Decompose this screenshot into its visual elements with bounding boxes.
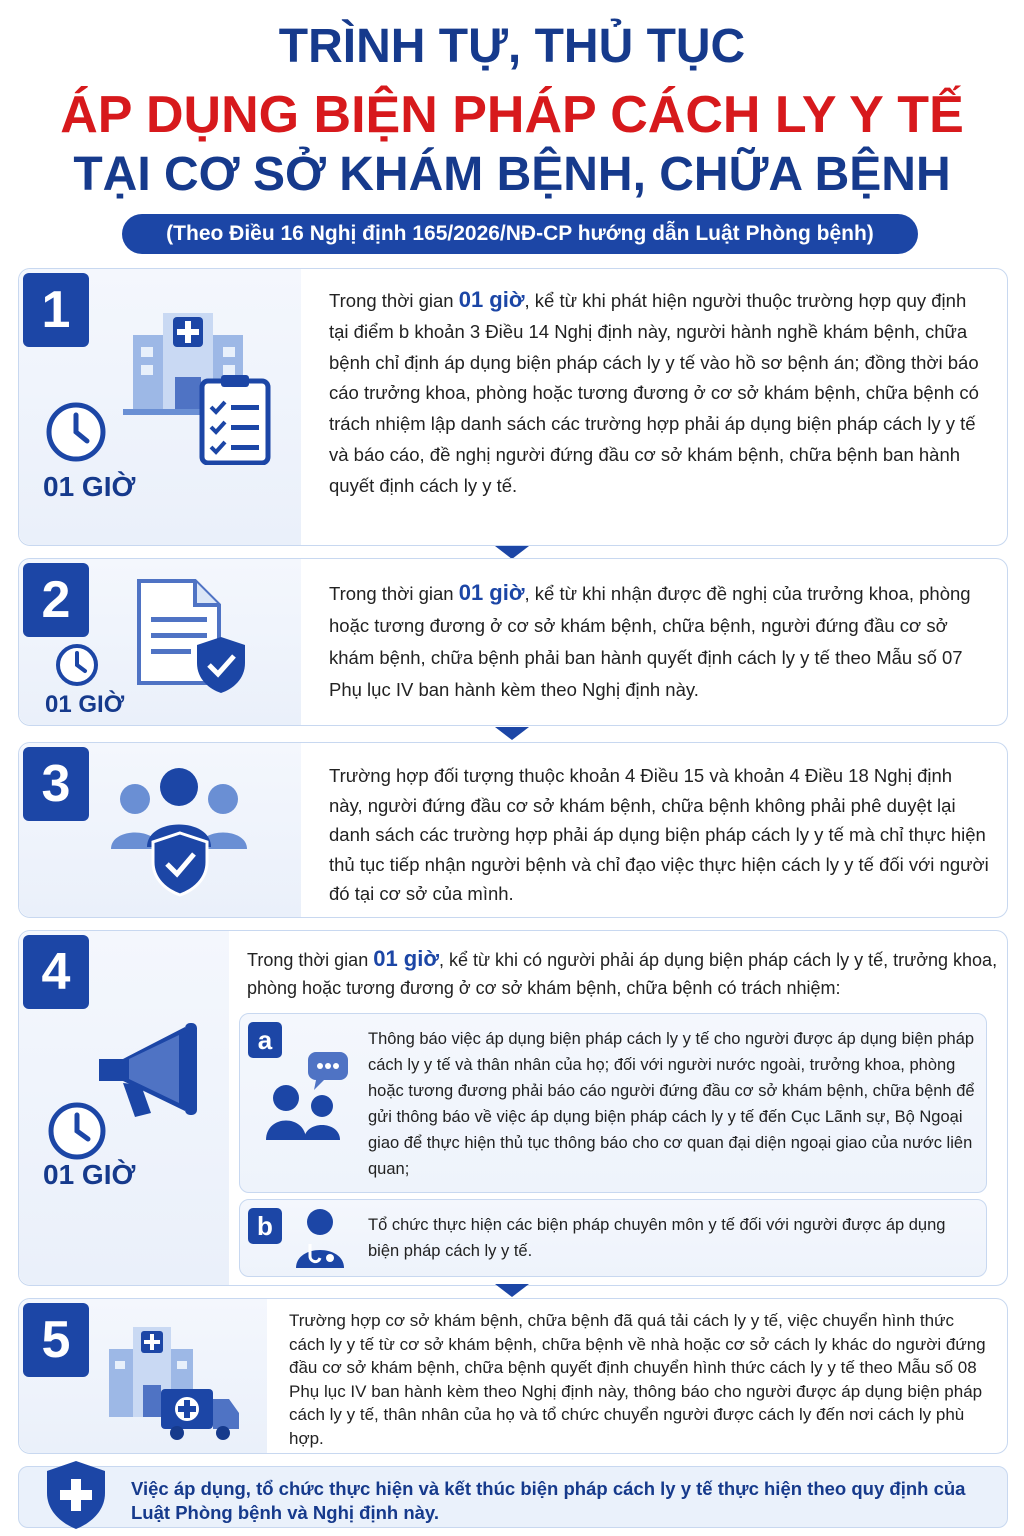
time-label: 01 GIỜ (45, 691, 125, 718)
step-5-text: Trường hợp cơ sở khám bệnh, chữa bệnh đã quá tải cách ly y tế, việc chuyển hình thức cách ly y tế từ cơ sở khám bệnh, chữa bệnh về nhà hoặc cơ sở cách ly khác do người đứng đầu cơ sở khám bệnh, chữa bệnh quyết định chuyển hình thức cách ly y tế theo Mẫu số 08 Phụ lục IV ban hành kèm theo Nghị định này, thông báo cho người được áp dụng biện pháp cách ly y tế, thân nhân của họ và tổ chức chuyển người được cách ly đến nơi cách ly phù hợp. (289, 1311, 986, 1448)
step-text-part: Trong thời gian (329, 583, 459, 604)
step-2-card (18, 558, 1008, 726)
step-4-text (247, 945, 999, 1002)
flow-arrow (495, 1284, 529, 1297)
sub-item-a (239, 1013, 987, 1193)
step-number: 2 (23, 563, 89, 637)
step-4-card (18, 930, 1008, 1286)
megaphone-icon (93, 1019, 213, 1123)
sub-item-letter: b (248, 1208, 282, 1244)
ambulance-icon (159, 1383, 241, 1441)
shield-cross-icon (45, 1459, 107, 1531)
clipboard-checklist-icon (199, 373, 271, 465)
time-label: 01 GIỜ (43, 1159, 136, 1190)
time-highlight: 01 giờ (458, 287, 525, 312)
sub-item-b-text: Tổ chức thực hiện các biện pháp chuyên môn y tế đối với người được áp dụng biện pháp cách ly y tế. (368, 1216, 946, 1260)
step-text-part: , kể từ khi phát hiện người thuộc trường hợp quy định tại điểm b khoản 3 Điều 14 Nghị định này, người hành nghề khám bệnh, chữa bệnh chỉ định áp dụng biện pháp cách ly y tế vào hồ sơ bệnh án; đồng thời báo cáo trưởng khoa, phòng hoặc tương đương ở cơ sở khám bệnh, chữa bệnh có trách nhiệm lập danh sách các trường hợp phải áp dụng biện pháp cách ly y tế và báo cáo, đề nghị người đứng đầu cơ sở khám bệnh, chữa bệnh ban hành quyết định cách ly y tế. (329, 290, 979, 496)
step-text-part: , kể từ khi có người phải áp dụng biện pháp cách ly y tế, trưởng khoa, phòng hoặc tương đương ở cơ sở khám bệnh, chữa bệnh có trách nhiệm: (247, 950, 998, 998)
legal-basis-badge: (Theo Điều 16 Nghị định 165/2026/NĐ-CP hướng dẫn Luật Phòng bệnh) (122, 214, 918, 254)
time-highlight: 01 giờ (458, 580, 525, 605)
footer-note (18, 1466, 1008, 1528)
clock-icon (45, 401, 107, 463)
shield-check-icon (195, 635, 247, 695)
step-number: 3 (23, 747, 89, 821)
sub-item-letter: a (248, 1022, 282, 1058)
step-number: 1 (23, 273, 89, 347)
time-label: 01 GIỜ (43, 471, 136, 502)
sub-item-a-text: Thông báo việc áp dụng biện pháp cách ly y tế cho người được áp dụng biện pháp cách ly y tế và thân nhân của họ; đối với người nước ngoài, trưởng khoa, phòng hoặc tương đương phải báo cáo người đứng đầu cơ sở khám bệnh, chữa bệnh để gửi thông báo về việc áp dụng biện pháp cách ly y tế đến Cục Lãnh sự, Bộ Ngoại giao để thực hiện thủ tục thông báo cho cơ quan đại diện ngoại giao của nước liên quan; (368, 1030, 975, 1178)
doctor-icon (292, 1206, 348, 1270)
step-text-part: , kể từ khi nhận được đề nghị của trưởng khoa, phòng hoặc tương đương ở cơ sở khám bệnh, chữa bệnh, người đứng đầu cơ sở khám bệnh, chữa bệnh phải ban hành quyết định cách ly y tế theo Mẫu số 07 Phụ lục IV ban hành kèm theo Nghị định này. (329, 583, 971, 700)
step-2-text (329, 577, 989, 706)
page-title-line3: TẠI CƠ SỞ KHÁM BỆNH, CHỮA BỆNH (73, 148, 951, 201)
page-title-line2: ÁP DỤNG BIỆN PHÁP CÁCH LY Y TẾ (60, 86, 964, 144)
footer-text: Việc áp dụng, tổ chức thực hiện và kết thúc biện pháp cách ly y tế thực hiện theo quy định của Luật Phòng bệnh và Nghị định này. (131, 1478, 966, 1523)
step-number: 5 (23, 1303, 89, 1377)
step-text-part: Trong thời gian (247, 950, 374, 970)
sub-item-b (239, 1199, 987, 1277)
clock-icon (47, 1101, 107, 1161)
step-3-card (18, 742, 1008, 918)
clock-icon (55, 643, 99, 687)
people-chat-icon (264, 1050, 350, 1142)
step-1-text (329, 285, 979, 502)
step-5-card (18, 1298, 1008, 1454)
step-3-text: Trường hợp đối tượng thuộc khoản 4 Điều 15 và khoản 4 Điều 18 Nghị định này, người đứng đầu cơ sở khám bệnh, chữa bệnh không phải phê duyệt lại danh sách các trường hợp phải áp dụng biện pháp cách ly y tế mà chỉ thực hiện thủ tục tiếp nhận người bệnh và chỉ đạo việc thực hiện cách ly y tế đối với người đó tại cơ sở của mình. (329, 765, 989, 904)
step-1-card (18, 268, 1008, 546)
step-text-part: Trong thời gian (329, 290, 459, 311)
flow-arrow (495, 727, 529, 740)
shield-check-icon (151, 831, 209, 897)
page-title-line1: TRÌNH TỰ, THỦ TỤC (278, 20, 746, 73)
step-number: 4 (23, 935, 89, 1009)
time-highlight: 01 giờ (373, 946, 439, 971)
